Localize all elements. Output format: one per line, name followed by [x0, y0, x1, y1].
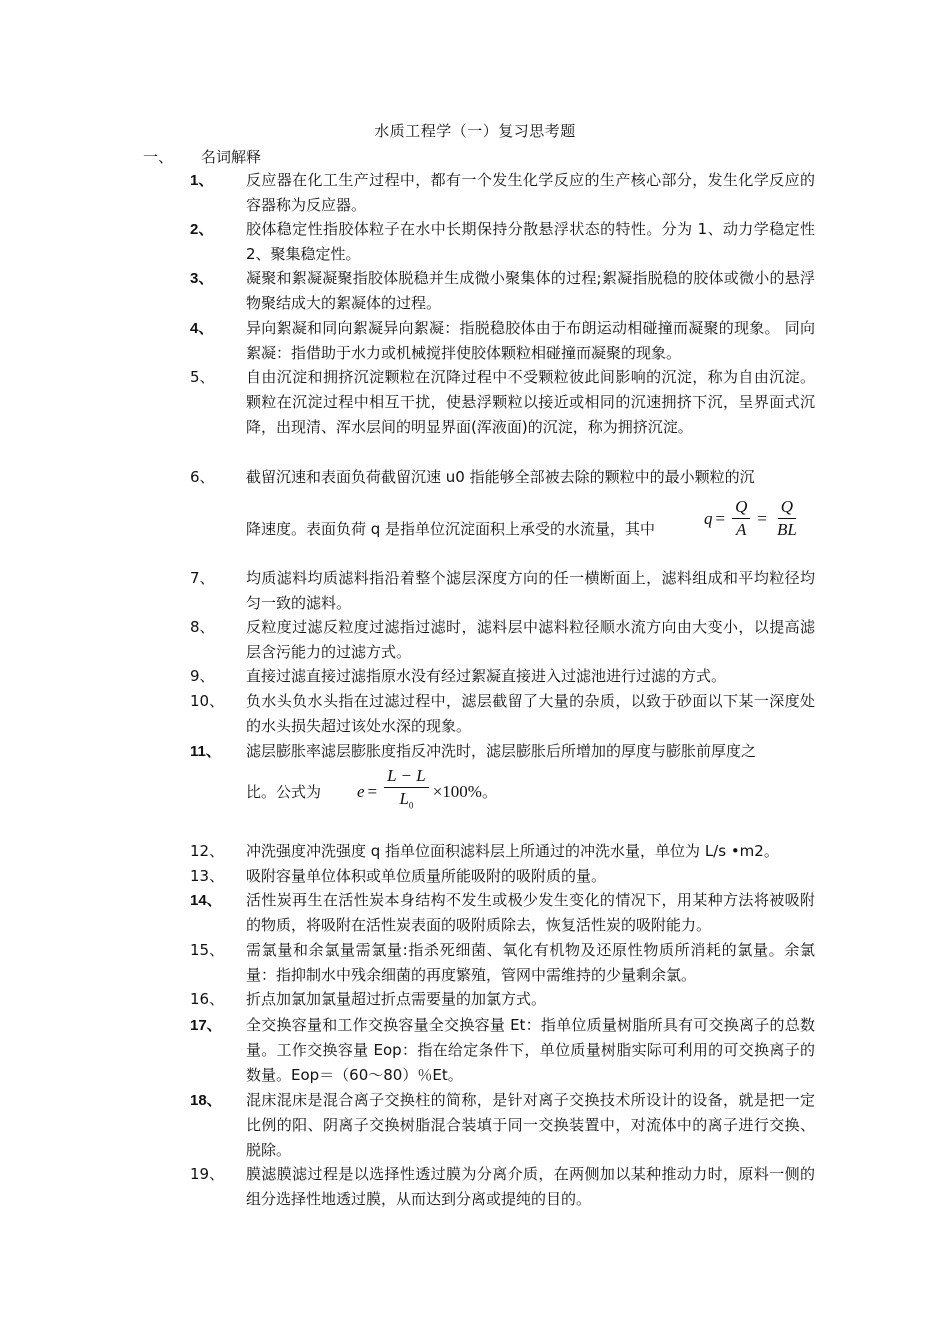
item-text: 折点加氯加氯量超过折点需要量的加氯方式。 [246, 990, 547, 1008]
item-number: 2、 [190, 221, 214, 238]
list-item [190, 888, 815, 938]
list-item [190, 615, 815, 665]
formula-denominator: BL [776, 519, 797, 539]
list-item [190, 566, 815, 616]
item-number: 7、 [190, 569, 215, 587]
formula-denominator [396, 788, 416, 816]
item-text: 全交换容量和工作交换容量全交换容量 Et：指单位质量树脂所具有可交换离子的总数量。工作交换容量 Eop：指在给定条件下，单位质量树脂实际可利用的可交换离子的数量。Eop＝（60～80）％Et。 [246, 1016, 815, 1084]
item-number: 12、 [190, 842, 225, 860]
formula-numerator: L − L [384, 765, 429, 788]
item-text: 负水头负水头指在过滤过程中，滤层截留了大量的杂质，以致于砂面以下某一深度处的水头损失超过该处水深的现象。 [246, 692, 815, 735]
item-number: 8、 [190, 618, 215, 636]
item-text: 胶体稳定性指胶体粒子在水中长期保持分散悬浮状态的特性。分为 1、动力学稳定性 2、聚集稳定性。 [246, 220, 815, 263]
list-item [190, 1162, 815, 1212]
item-text: 膜滤膜滤过程是以选择性透过膜为分离介质，在两侧加以某种推动力时，原料一侧的组分选择性地透过膜，从而达到分离或提纯的目的。 [246, 1165, 815, 1208]
formula-line [246, 490, 815, 546]
item-text: 均质滤料均质滤料指沿着整个滤层深度方向的任一横断面上，滤料组成和平均粒径均匀一致的滤料。 [246, 569, 815, 612]
item-number: 18、 [190, 1092, 222, 1109]
list-item [190, 839, 815, 864]
item-text: 反粒度过滤反粒度过滤指过滤时，滤料层中滤料粒径顺水流方向由大变小，以提高滤层含污能力的过滤方式。 [246, 618, 815, 661]
section-number: 一、 [143, 148, 174, 166]
formula-symbol: q [704, 508, 713, 528]
expansion-rate-formula [357, 766, 482, 816]
list-item [190, 938, 815, 988]
list-item [190, 739, 815, 820]
item-number: 5、 [190, 368, 215, 386]
list-item [190, 266, 815, 316]
formula-operator: = [715, 508, 726, 528]
surface-load-formula [704, 490, 804, 546]
formula-denominator: A [736, 519, 747, 539]
list-item [190, 365, 815, 440]
item-number: 1、 [190, 172, 214, 189]
item-text: 冲洗强度冲洗强度 q 指单位面积滤料层上所通过的冲洗水量，单位为 L/s •m2。 [246, 842, 779, 860]
item-number: 10、 [190, 692, 225, 710]
formula-operator: = [757, 508, 767, 528]
item-number: 19、 [190, 1165, 225, 1183]
list-item [190, 168, 815, 218]
item-number: 9、 [190, 667, 215, 685]
item-number: 17、 [190, 1017, 222, 1034]
item-number: 3、 [190, 270, 214, 287]
formula-symbol: e [357, 781, 365, 801]
item-text: 滤层膨胀率滤层膨胀度指反冲洗时，滤层膨胀后所增加的厚度与膨胀前厚度之 [246, 742, 757, 760]
list-item [190, 1088, 815, 1163]
list-item [190, 465, 815, 546]
item-text: 需氯量和余氯量需氯量:指杀死细菌、氧化有机物及还原性物质所消耗的氯量。余氯量：指抑制水中残余细菌的再度繁殖，管网中需维持的少量剩余氯。 [246, 941, 815, 984]
item-text: 活性炭再生在活性炭本身结构不发生或极少发生变化的情况下，用某种方法将被吸附的物质，将吸附在活性炭表面的吸附质除去，恢复活性炭的吸附能力。 [246, 891, 815, 934]
list-item [190, 316, 815, 366]
formula-operator: = [367, 781, 378, 801]
item-text: 异向絮凝和同向絮凝异向絮凝：指脱稳胶体由于布朗运动相碰撞而凝聚的现象。 同向絮凝：指借助于水力或机械搅拌使胶体颗粒相碰撞而凝聚的现象。 [246, 319, 815, 362]
list-item [190, 1013, 815, 1088]
item-text: 混床混床是混合离子交换柱的简称，是针对离子交换技术所设计的设备，就是把一定比例的阳、阴离子交换树脂混合装填于同一交换装置中，对流体中的离子进行交换、脱除。 [246, 1091, 815, 1159]
item-text: 直接过滤直接过滤指原水没有经过絮凝直接进入过滤池进行过滤的方式。 [246, 667, 727, 685]
formula-subscript: 0 [408, 800, 414, 811]
formula-numerator: Q [778, 496, 796, 519]
list-item [190, 664, 815, 689]
item-number: 4、 [190, 320, 214, 337]
formula-numerator: Q [732, 496, 750, 519]
item-number: 6、 [190, 468, 215, 486]
formula-denominator-symbol: L [399, 789, 409, 809]
item-text-cont: 比。公式为 [246, 783, 322, 801]
item-text: 截留沉速和表面负荷截留沉速 u0 指能够全部被去除的颗粒中的最小颗粒的沉 [246, 468, 755, 486]
item-text-cont: 降速度。表面负荷 q 是指单位沉淀面积上承受的水流量，其中 [246, 520, 656, 538]
item-text: 吸附容量单位体积或单位质量所能吸附的吸附质的量。 [246, 867, 607, 885]
item-number: 16、 [190, 990, 225, 1008]
list-item [190, 987, 815, 1012]
section-label: 名词解释 [201, 148, 262, 166]
page-title: 水质工程学（一）复习思考题 [374, 122, 576, 140]
item-number: 15、 [190, 941, 225, 959]
item-text: 自由沉淀和拥挤沉淀颗粒在沉降过程中不受颗粒彼此间影响的沉淀，称为自由沉淀。颗粒在沉淀过程中相互干扰，使悬浮颗粒以接近或相同的沉速拥挤下沉，呈界面式沉降，出现清、浑水层间的明显界面(浑液面)的沉淀，称为拥挤沉淀。 [246, 368, 815, 436]
formula-fraction [732, 496, 750, 541]
formula-line [246, 764, 815, 820]
item-number: 11、 [190, 743, 221, 760]
list-item [190, 689, 815, 739]
formula-multiplier: ×100% [432, 781, 482, 801]
list-item [190, 217, 815, 267]
formula-fraction [774, 496, 800, 541]
item-text-end: 。 [482, 783, 498, 801]
item-number: 13、 [190, 867, 225, 885]
formula-fraction [384, 765, 429, 816]
section-heading [143, 146, 261, 167]
item-text: 凝聚和絮凝凝聚指胶体脱稳并生成微小聚集体的过程;絮凝指脱稳的胶体或微小的悬浮物聚结成大的絮凝体的过程。 [246, 269, 815, 312]
item-number: 14、 [190, 892, 222, 909]
list-item [190, 864, 815, 889]
item-text: 反应器在化工生产过程中，都有一个发生化学反应的生产核心部分，发生化学反应的容器称为反应器。 [246, 171, 815, 214]
